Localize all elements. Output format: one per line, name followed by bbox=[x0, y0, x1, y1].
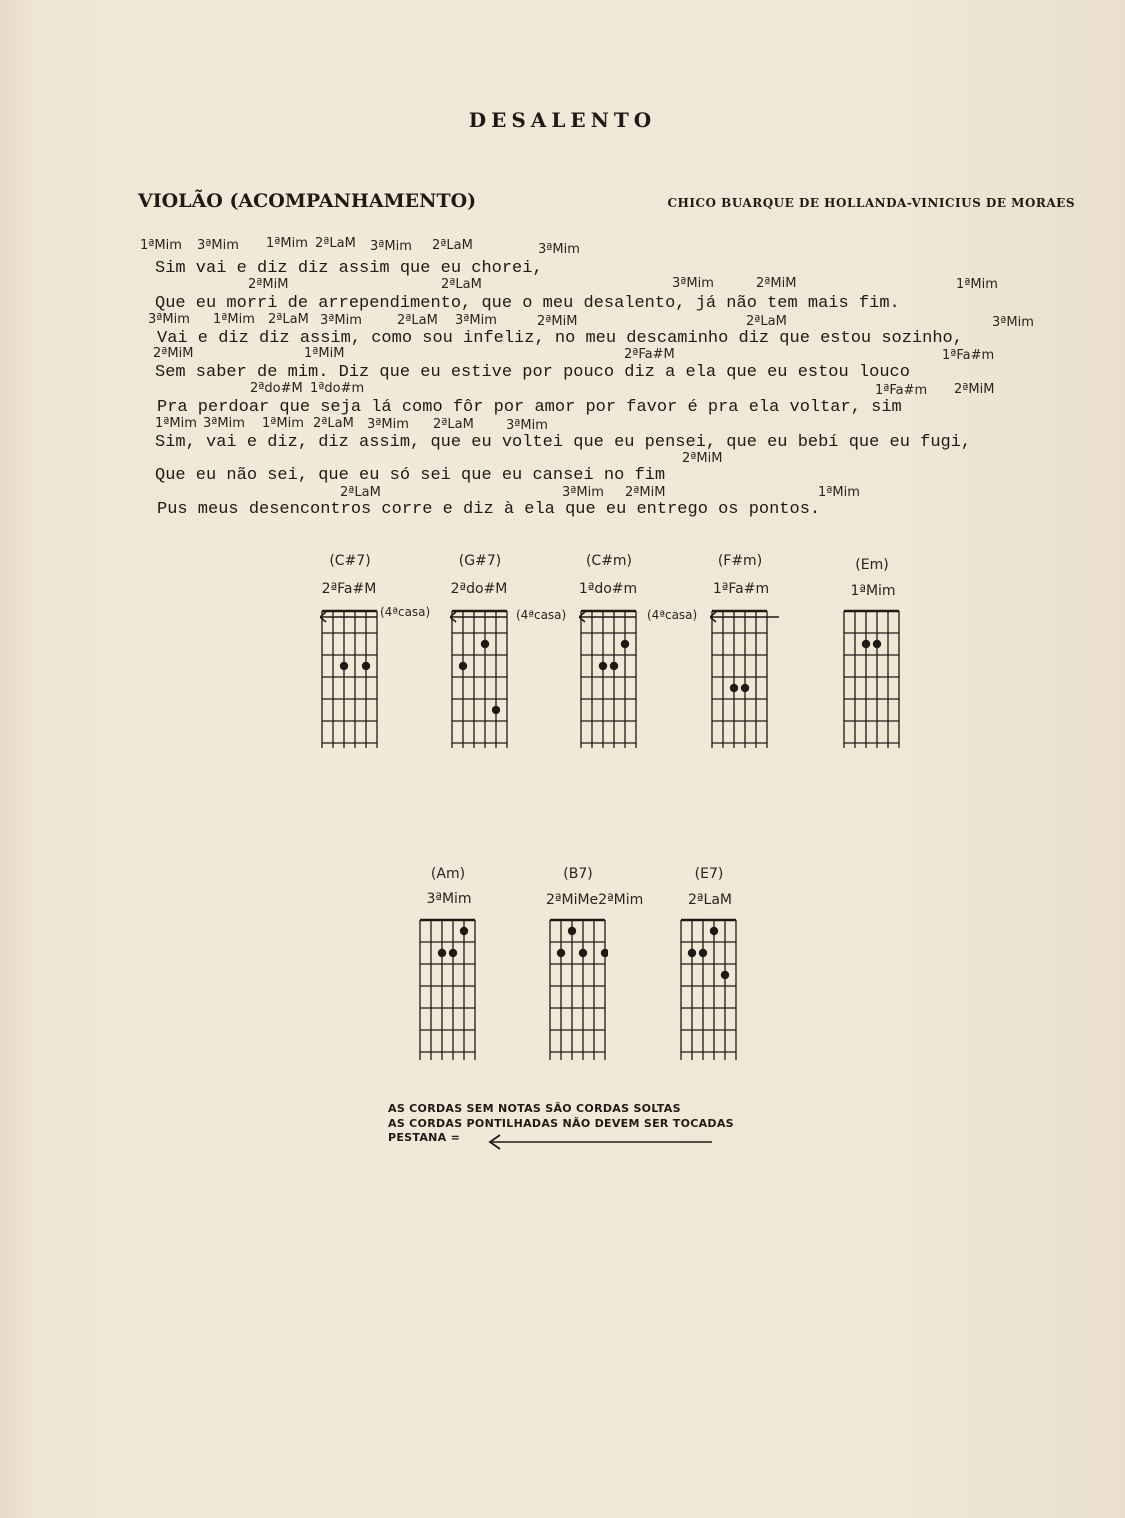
diagram-name: (E7) bbox=[694, 866, 724, 882]
fretboard-grid bbox=[320, 603, 380, 748]
chord: 2ªLaM bbox=[313, 416, 354, 431]
chord: 1ªMiM bbox=[304, 346, 345, 361]
diagram-name: (Em) bbox=[855, 557, 889, 573]
barre-fret-note: (4ªcasa) bbox=[647, 608, 698, 622]
finger-dot bbox=[710, 927, 718, 935]
legend-barre: PESTANA = bbox=[388, 1131, 461, 1144]
finger-dot bbox=[862, 640, 870, 648]
chord: 2ªLaM bbox=[315, 236, 356, 251]
chord: 3ªMim bbox=[506, 418, 548, 433]
chord: 3ªMim bbox=[562, 485, 604, 500]
barre-fret-note: (4ªcasa) bbox=[380, 605, 431, 619]
finger-dot bbox=[459, 662, 467, 670]
chord: 2ªMiM bbox=[537, 314, 578, 329]
chord: 1ªMim bbox=[262, 416, 304, 431]
chord: 1ªFa#m bbox=[942, 348, 995, 363]
finger-dot bbox=[557, 949, 565, 957]
finger-dot bbox=[721, 971, 729, 979]
chord: 3ªMim bbox=[455, 313, 497, 328]
chord: 1ªMim bbox=[818, 485, 860, 500]
fretboard-grid bbox=[679, 912, 739, 1060]
lyric-line: Que eu morri de arrependimento, que o meu desalento, já não tem mais fim. bbox=[155, 294, 900, 313]
chord: 3ªMim bbox=[148, 312, 190, 327]
chord: 3ªMim bbox=[538, 242, 580, 257]
chord: 2ªLaM bbox=[268, 312, 309, 327]
diagram-fingering-label: 2ªFa#M bbox=[321, 581, 377, 597]
chord: 3ªMim bbox=[367, 417, 409, 432]
diagram-fingering-label: 3ªMim bbox=[426, 891, 472, 907]
chord: 2ªLaM bbox=[397, 313, 438, 328]
chord: 2ªLaM bbox=[441, 277, 482, 292]
chord: 2ªMiM bbox=[756, 276, 797, 291]
diagram-name: (Am) bbox=[430, 866, 466, 882]
fretboard-grid bbox=[450, 603, 510, 748]
finger-dot bbox=[730, 684, 738, 692]
chord: 2ªMiM bbox=[682, 451, 723, 466]
finger-dot bbox=[741, 684, 749, 692]
finger-dot bbox=[340, 662, 348, 670]
chord: 3ªMim bbox=[672, 276, 714, 291]
fretboard-grid bbox=[710, 603, 782, 748]
finger-dot bbox=[568, 927, 576, 935]
barre-arrow-icon bbox=[484, 1132, 716, 1152]
lyric-line: Sem saber de mim. Diz que eu estive por pouco diz a ela que eu estou louco bbox=[155, 363, 910, 382]
chord: 2ªdo#M bbox=[250, 381, 303, 396]
song-title: DESALENTO bbox=[468, 108, 657, 132]
fretboard-grid bbox=[418, 912, 478, 1060]
finger-dot bbox=[873, 640, 881, 648]
chord: 2ªMiM bbox=[248, 277, 289, 292]
chord: 1ªMim bbox=[956, 277, 998, 292]
diagram-fingering-label: 1ªFa#m bbox=[712, 581, 770, 597]
authors-subtitle: CHICO BUARQUE DE HOLLANDA-VINICIUS DE MORAES bbox=[667, 196, 1075, 210]
fretboard-grid bbox=[842, 603, 902, 748]
finger-dot bbox=[610, 662, 618, 670]
diagram-name: (G#7) bbox=[458, 553, 502, 569]
chord: 2ªLaM bbox=[433, 417, 474, 432]
chord: 1ªMim bbox=[155, 416, 197, 431]
chord: 3ªMim bbox=[992, 315, 1034, 330]
diagram-name: (B7) bbox=[563, 866, 593, 882]
diagram-name: (C#m) bbox=[585, 553, 633, 569]
chord: 2ªFa#M bbox=[624, 347, 675, 362]
fretboard-grid bbox=[548, 912, 608, 1060]
finger-dot bbox=[579, 949, 587, 957]
chord: 1ªMim bbox=[213, 312, 255, 327]
chord: 3ªMim bbox=[370, 239, 412, 254]
chord: 2ªLaM bbox=[746, 314, 787, 329]
barre-fret-note: (4ªcasa) bbox=[516, 608, 567, 622]
lyric-line: Pra perdoar que seja lá como fôr por amor por favor é pra ela voltar, sim bbox=[157, 398, 902, 417]
diagram-name: (C#7) bbox=[329, 553, 371, 569]
diagram-fingering-label: 2ªdo#M bbox=[450, 581, 508, 597]
diagram-fingering-label: 1ªMim bbox=[850, 583, 896, 599]
chord: 2ªMiM bbox=[153, 346, 194, 361]
lyric-line: Sim, vai e diz, diz assim, que eu voltei que eu pensei, que eu bebí que eu fugi, bbox=[155, 433, 972, 452]
diagram-name: (F#m) bbox=[717, 553, 763, 569]
diagram-fingering-label: 2ªLaM bbox=[688, 892, 732, 908]
finger-dot bbox=[621, 640, 629, 648]
finger-dot bbox=[599, 662, 607, 670]
chord: 3ªMim bbox=[203, 416, 245, 431]
finger-dot bbox=[601, 949, 608, 957]
chord: 2ªLaM bbox=[432, 238, 473, 253]
chord: 3ªMim bbox=[197, 238, 239, 253]
chord: 1ªdo#m bbox=[310, 381, 365, 396]
finger-dot bbox=[688, 949, 696, 957]
finger-dot bbox=[460, 927, 468, 935]
chord: 1ªMim bbox=[266, 236, 308, 251]
finger-dot bbox=[481, 640, 489, 648]
diagram-fingering-label: 2ªMiMe2ªMim bbox=[546, 892, 644, 908]
fretboard-grid bbox=[579, 603, 639, 748]
chord: 2ªMiM bbox=[625, 485, 666, 500]
instrument-subtitle: VIOLÃO (ACOMPANHAMENTO) bbox=[138, 190, 477, 212]
lyric-line: Sim vai e diz diz assim que eu chorei, bbox=[155, 259, 543, 278]
lyric-line: Que eu não sei, que eu só sei que eu cansei no fim bbox=[155, 466, 666, 485]
lyric-line: Vai e diz diz assim, como sou infeliz, no meu descaminho diz que estou sozinho, bbox=[157, 329, 963, 348]
legend-muted-strings: AS CORDAS PONTILHADAS NÃO DEVEM SER TOCADAS bbox=[388, 1117, 734, 1130]
finger-dot bbox=[449, 949, 457, 957]
chord: 1ªMim bbox=[140, 238, 182, 253]
finger-dot bbox=[492, 706, 500, 714]
chord: 2ªLaM bbox=[340, 485, 381, 500]
diagram-fingering-label: 1ªdo#m bbox=[578, 581, 638, 597]
chord: 3ªMim bbox=[320, 313, 362, 328]
finger-dot bbox=[362, 662, 370, 670]
chord: 2ªMiM bbox=[954, 382, 995, 397]
finger-dot bbox=[699, 949, 707, 957]
legend-open-strings: AS CORDAS SEM NOTAS SÃO CORDAS SOLTAS bbox=[388, 1102, 681, 1115]
finger-dot bbox=[438, 949, 446, 957]
chord: 1ªFa#m bbox=[875, 383, 928, 398]
lyric-line: Pus meus desencontros corre e diz à ela que eu entrego os pontos. bbox=[157, 500, 821, 519]
